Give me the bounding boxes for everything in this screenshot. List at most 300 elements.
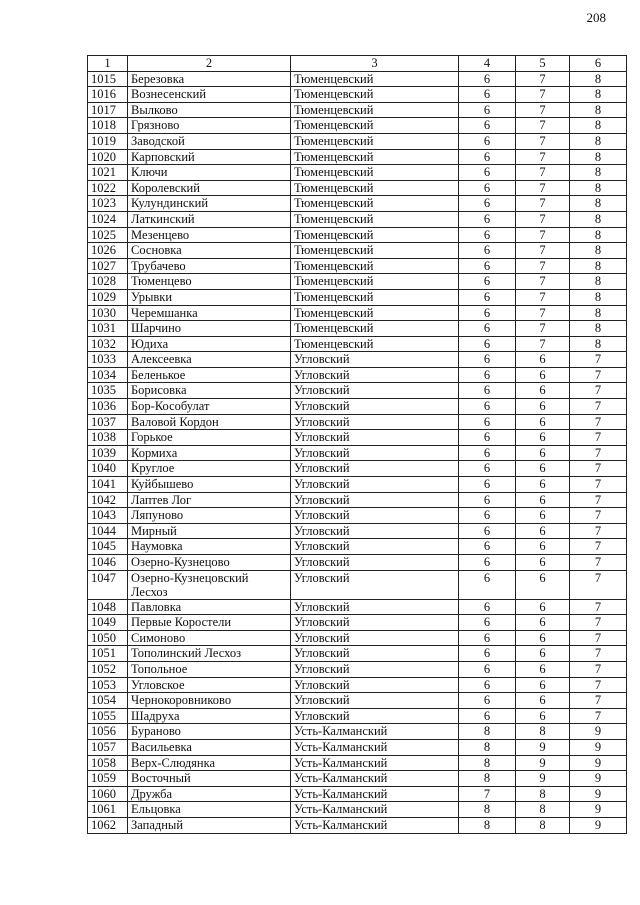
value-cell: 6 bbox=[459, 165, 516, 181]
value-cell: 6 bbox=[459, 289, 516, 305]
table-row bbox=[88, 661, 627, 677]
settlement-name-cell: Урывки bbox=[128, 289, 291, 305]
value-cell: 7 bbox=[570, 367, 627, 383]
value-cell: 9 bbox=[570, 802, 627, 818]
value-cell: 7 bbox=[570, 555, 627, 571]
settlement-name-cell: Верх-Слюдянка bbox=[128, 755, 291, 771]
row-id-cell: 1030 bbox=[88, 305, 128, 321]
value-cell: 9 bbox=[516, 755, 570, 771]
value-cell: 6 bbox=[459, 274, 516, 290]
row-id-cell: 1031 bbox=[88, 321, 128, 337]
settlement-name-cell: Тополинский Лесхоз bbox=[128, 646, 291, 662]
value-cell: 6 bbox=[459, 646, 516, 662]
table-row bbox=[88, 786, 627, 802]
value-cell: 6 bbox=[459, 321, 516, 337]
row-id-cell: 1044 bbox=[88, 523, 128, 539]
district-cell: Тюменцевский bbox=[291, 321, 459, 337]
district-cell: Усть-Калманский bbox=[291, 739, 459, 755]
row-id-cell: 1058 bbox=[88, 755, 128, 771]
column-number-cell: 5 bbox=[516, 56, 570, 72]
table-row bbox=[88, 227, 627, 243]
value-cell: 7 bbox=[570, 693, 627, 709]
value-cell: 8 bbox=[516, 817, 570, 833]
table-row bbox=[88, 646, 627, 662]
district-cell: Угловский bbox=[291, 708, 459, 724]
value-cell: 7 bbox=[570, 508, 627, 524]
value-cell: 6 bbox=[516, 599, 570, 615]
settlement-name-cell: Латкинский bbox=[128, 211, 291, 227]
district-cell: Угловский bbox=[291, 646, 459, 662]
value-cell: 8 bbox=[570, 211, 627, 227]
value-cell: 7 bbox=[516, 274, 570, 290]
value-cell: 6 bbox=[459, 71, 516, 87]
value-cell: 7 bbox=[516, 71, 570, 87]
district-cell: Угловский bbox=[291, 599, 459, 615]
value-cell: 7 bbox=[516, 133, 570, 149]
value-cell: 7 bbox=[570, 570, 627, 599]
row-id-cell: 1017 bbox=[88, 102, 128, 118]
district-cell: Угловский bbox=[291, 461, 459, 477]
row-id-cell: 1027 bbox=[88, 258, 128, 274]
value-cell: 7 bbox=[570, 414, 627, 430]
settlement-name-cell: Угловское bbox=[128, 677, 291, 693]
settlement-name-cell: Первые Коростели bbox=[128, 615, 291, 631]
value-cell: 6 bbox=[516, 477, 570, 493]
value-cell: 9 bbox=[570, 755, 627, 771]
district-cell: Угловский bbox=[291, 492, 459, 508]
district-cell: Усть-Калманский bbox=[291, 817, 459, 833]
settlement-name-cell: Восточный bbox=[128, 771, 291, 787]
value-cell: 6 bbox=[516, 555, 570, 571]
row-id-cell: 1026 bbox=[88, 243, 128, 259]
value-cell: 8 bbox=[459, 802, 516, 818]
settlement-name-cell: Королевский bbox=[128, 180, 291, 196]
settlement-name-cell: Западный bbox=[128, 817, 291, 833]
table-row bbox=[88, 755, 627, 771]
value-cell: 6 bbox=[459, 477, 516, 493]
value-cell: 6 bbox=[516, 461, 570, 477]
value-cell: 8 bbox=[570, 118, 627, 134]
value-cell: 7 bbox=[570, 477, 627, 493]
table-row bbox=[88, 630, 627, 646]
column-number-row bbox=[88, 56, 627, 72]
table-row bbox=[88, 461, 627, 477]
settlement-name-cell: Бураново bbox=[128, 724, 291, 740]
value-cell: 8 bbox=[570, 336, 627, 352]
district-cell: Угловский bbox=[291, 677, 459, 693]
value-cell: 8 bbox=[570, 102, 627, 118]
row-id-cell: 1052 bbox=[88, 661, 128, 677]
table-row bbox=[88, 399, 627, 415]
row-id-cell: 1048 bbox=[88, 599, 128, 615]
value-cell: 9 bbox=[570, 739, 627, 755]
value-cell: 7 bbox=[516, 149, 570, 165]
value-cell: 9 bbox=[570, 771, 627, 787]
settlement-name-cell: Павловка bbox=[128, 599, 291, 615]
settlement-name-cell: Кулундинский bbox=[128, 196, 291, 212]
settlement-name-cell: Бор-Кособулат bbox=[128, 399, 291, 415]
settlement-name-cell: Шарчино bbox=[128, 321, 291, 337]
district-cell: Угловский bbox=[291, 693, 459, 709]
value-cell: 6 bbox=[459, 523, 516, 539]
value-cell: 8 bbox=[516, 802, 570, 818]
district-cell: Угловский bbox=[291, 555, 459, 571]
value-cell: 7 bbox=[570, 615, 627, 631]
value-cell: 6 bbox=[516, 646, 570, 662]
value-cell: 7 bbox=[516, 165, 570, 181]
value-cell: 6 bbox=[516, 615, 570, 631]
district-cell: Тюменцевский bbox=[291, 165, 459, 181]
settlement-name-cell: Валовой Кордон bbox=[128, 414, 291, 430]
row-id-cell: 1042 bbox=[88, 492, 128, 508]
table-row bbox=[88, 802, 627, 818]
table-row bbox=[88, 739, 627, 755]
district-cell: Тюменцевский bbox=[291, 87, 459, 103]
table-row bbox=[88, 258, 627, 274]
value-cell: 6 bbox=[459, 211, 516, 227]
settlement-name-cell: Мезенцево bbox=[128, 227, 291, 243]
value-cell: 9 bbox=[516, 739, 570, 755]
district-cell: Усть-Калманский bbox=[291, 755, 459, 771]
value-cell: 8 bbox=[516, 786, 570, 802]
settlement-name-cell: Горькое bbox=[128, 430, 291, 446]
page-number: 208 bbox=[586, 10, 606, 25]
row-id-cell: 1041 bbox=[88, 477, 128, 493]
value-cell: 7 bbox=[570, 677, 627, 693]
value-cell: 8 bbox=[459, 771, 516, 787]
value-cell: 8 bbox=[570, 165, 627, 181]
table-row bbox=[88, 771, 627, 787]
value-cell: 7 bbox=[516, 87, 570, 103]
district-cell: Тюменцевский bbox=[291, 102, 459, 118]
table-row bbox=[88, 165, 627, 181]
table-row bbox=[88, 383, 627, 399]
table-body bbox=[88, 56, 627, 834]
table-row bbox=[88, 289, 627, 305]
row-id-cell: 1057 bbox=[88, 739, 128, 755]
settlement-name-cell: Мирный bbox=[128, 523, 291, 539]
district-cell: Тюменцевский bbox=[291, 149, 459, 165]
value-cell: 6 bbox=[459, 305, 516, 321]
value-cell: 6 bbox=[516, 445, 570, 461]
row-id-cell: 1050 bbox=[88, 630, 128, 646]
settlement-name-cell: Озерно-Кузнецово bbox=[128, 555, 291, 571]
settlement-name-cell: Топольное bbox=[128, 661, 291, 677]
settlement-name-cell: Озерно-Кузнецовский Лесхоз bbox=[128, 570, 291, 599]
district-cell: Тюменцевский bbox=[291, 180, 459, 196]
district-cell: Тюменцевский bbox=[291, 196, 459, 212]
table-row bbox=[88, 149, 627, 165]
value-cell: 6 bbox=[516, 539, 570, 555]
value-cell: 6 bbox=[516, 352, 570, 368]
table-row bbox=[88, 693, 627, 709]
table-row bbox=[88, 599, 627, 615]
value-cell: 6 bbox=[459, 677, 516, 693]
table-row bbox=[88, 180, 627, 196]
value-cell: 7 bbox=[570, 430, 627, 446]
value-cell: 7 bbox=[570, 646, 627, 662]
settlement-name-cell: Юдиха bbox=[128, 336, 291, 352]
district-cell: Тюменцевский bbox=[291, 336, 459, 352]
row-id-cell: 1039 bbox=[88, 445, 128, 461]
value-cell: 9 bbox=[570, 817, 627, 833]
district-cell: Усть-Калманский bbox=[291, 802, 459, 818]
value-cell: 7 bbox=[570, 523, 627, 539]
settlement-name-cell: Вылково bbox=[128, 102, 291, 118]
district-cell: Угловский bbox=[291, 508, 459, 524]
row-id-cell: 1046 bbox=[88, 555, 128, 571]
settlement-name-cell: Дружба bbox=[128, 786, 291, 802]
row-id-cell: 1038 bbox=[88, 430, 128, 446]
row-id-cell: 1037 bbox=[88, 414, 128, 430]
value-cell: 9 bbox=[570, 724, 627, 740]
table-row bbox=[88, 414, 627, 430]
table-row bbox=[88, 352, 627, 368]
column-number-cell: 6 bbox=[570, 56, 627, 72]
value-cell: 6 bbox=[459, 180, 516, 196]
value-cell: 6 bbox=[459, 430, 516, 446]
table-row bbox=[88, 87, 627, 103]
settlement-name-cell: Ляпуново bbox=[128, 508, 291, 524]
value-cell: 6 bbox=[459, 555, 516, 571]
value-cell: 6 bbox=[459, 708, 516, 724]
value-cell: 6 bbox=[459, 87, 516, 103]
value-cell: 6 bbox=[459, 352, 516, 368]
district-cell: Тюменцевский bbox=[291, 118, 459, 134]
row-id-cell: 1019 bbox=[88, 133, 128, 149]
value-cell: 7 bbox=[570, 445, 627, 461]
value-cell: 6 bbox=[459, 661, 516, 677]
row-id-cell: 1053 bbox=[88, 677, 128, 693]
value-cell: 8 bbox=[570, 133, 627, 149]
value-cell: 8 bbox=[570, 274, 627, 290]
value-cell: 6 bbox=[459, 102, 516, 118]
value-cell: 8 bbox=[570, 227, 627, 243]
column-number-cell: 3 bbox=[291, 56, 459, 72]
value-cell: 7 bbox=[516, 227, 570, 243]
value-cell: 6 bbox=[516, 430, 570, 446]
row-id-cell: 1015 bbox=[88, 71, 128, 87]
row-id-cell: 1040 bbox=[88, 461, 128, 477]
value-cell: 6 bbox=[516, 492, 570, 508]
district-cell: Тюменцевский bbox=[291, 227, 459, 243]
value-cell: 6 bbox=[459, 539, 516, 555]
value-cell: 8 bbox=[459, 817, 516, 833]
value-cell: 6 bbox=[516, 399, 570, 415]
value-cell: 6 bbox=[516, 570, 570, 599]
row-id-cell: 1022 bbox=[88, 180, 128, 196]
value-cell: 6 bbox=[459, 599, 516, 615]
value-cell: 7 bbox=[516, 102, 570, 118]
table-row bbox=[88, 615, 627, 631]
settlement-name-cell: Заводской bbox=[128, 133, 291, 149]
table-row bbox=[88, 243, 627, 259]
table-row bbox=[88, 708, 627, 724]
row-id-cell: 1059 bbox=[88, 771, 128, 787]
district-cell: Угловский bbox=[291, 352, 459, 368]
value-cell: 8 bbox=[459, 755, 516, 771]
value-cell: 8 bbox=[570, 305, 627, 321]
value-cell: 7 bbox=[516, 336, 570, 352]
table-row bbox=[88, 274, 627, 290]
table-row bbox=[88, 321, 627, 337]
value-cell: 7 bbox=[570, 630, 627, 646]
district-cell: Угловский bbox=[291, 539, 459, 555]
settlement-name-cell: Алексеевка bbox=[128, 352, 291, 368]
table-row bbox=[88, 677, 627, 693]
value-cell: 6 bbox=[516, 693, 570, 709]
table-row bbox=[88, 724, 627, 740]
value-cell: 6 bbox=[516, 630, 570, 646]
table-row bbox=[88, 196, 627, 212]
value-cell: 7 bbox=[516, 211, 570, 227]
value-cell: 6 bbox=[459, 445, 516, 461]
value-cell: 8 bbox=[516, 724, 570, 740]
value-cell: 6 bbox=[459, 196, 516, 212]
settlement-name-cell: Ельцовка bbox=[128, 802, 291, 818]
value-cell: 6 bbox=[516, 383, 570, 399]
value-cell: 6 bbox=[516, 661, 570, 677]
settlement-name-cell: Лаптев Лог bbox=[128, 492, 291, 508]
value-cell: 8 bbox=[570, 196, 627, 212]
district-cell: Усть-Калманский bbox=[291, 771, 459, 787]
value-cell: 8 bbox=[570, 243, 627, 259]
district-cell: Тюменцевский bbox=[291, 211, 459, 227]
table-row bbox=[88, 305, 627, 321]
value-cell: 7 bbox=[516, 118, 570, 134]
value-cell: 7 bbox=[459, 786, 516, 802]
district-cell: Тюменцевский bbox=[291, 305, 459, 321]
district-cell: Угловский bbox=[291, 523, 459, 539]
value-cell: 7 bbox=[570, 461, 627, 477]
value-cell: 6 bbox=[459, 414, 516, 430]
value-cell: 8 bbox=[570, 149, 627, 165]
settlement-name-cell: Васильевка bbox=[128, 739, 291, 755]
value-cell: 6 bbox=[516, 523, 570, 539]
district-cell: Угловский bbox=[291, 477, 459, 493]
settlements-table bbox=[87, 55, 627, 834]
value-cell: 6 bbox=[459, 336, 516, 352]
value-cell: 6 bbox=[459, 399, 516, 415]
row-id-cell: 1018 bbox=[88, 118, 128, 134]
table-row bbox=[88, 555, 627, 571]
value-cell: 7 bbox=[516, 321, 570, 337]
value-cell: 7 bbox=[516, 180, 570, 196]
table-row bbox=[88, 102, 627, 118]
row-id-cell: 1024 bbox=[88, 211, 128, 227]
table-row bbox=[88, 211, 627, 227]
row-id-cell: 1051 bbox=[88, 646, 128, 662]
value-cell: 6 bbox=[459, 133, 516, 149]
row-id-cell: 1020 bbox=[88, 149, 128, 165]
value-cell: 8 bbox=[570, 289, 627, 305]
value-cell: 6 bbox=[459, 630, 516, 646]
district-cell: Угловский bbox=[291, 661, 459, 677]
value-cell: 7 bbox=[570, 661, 627, 677]
value-cell: 7 bbox=[570, 708, 627, 724]
district-cell: Тюменцевский bbox=[291, 133, 459, 149]
settlement-name-cell: Ключи bbox=[128, 165, 291, 181]
value-cell: 6 bbox=[516, 677, 570, 693]
value-cell: 6 bbox=[459, 258, 516, 274]
settlement-name-cell: Сосновка bbox=[128, 243, 291, 259]
settlement-name-cell: Черемшанка bbox=[128, 305, 291, 321]
table-row bbox=[88, 118, 627, 134]
value-cell: 7 bbox=[516, 305, 570, 321]
value-cell: 8 bbox=[570, 180, 627, 196]
value-cell: 8 bbox=[570, 71, 627, 87]
row-id-cell: 1023 bbox=[88, 196, 128, 212]
value-cell: 7 bbox=[570, 492, 627, 508]
district-cell: Тюменцевский bbox=[291, 274, 459, 290]
column-number-cell: 2 bbox=[128, 56, 291, 72]
settlement-name-cell: Наумовка bbox=[128, 539, 291, 555]
table-row bbox=[88, 570, 627, 599]
row-id-cell: 1062 bbox=[88, 817, 128, 833]
table-row bbox=[88, 71, 627, 87]
column-number-cell: 1 bbox=[88, 56, 128, 72]
row-id-cell: 1025 bbox=[88, 227, 128, 243]
settlement-name-cell: Чернокоровниково bbox=[128, 693, 291, 709]
value-cell: 6 bbox=[516, 367, 570, 383]
value-cell: 7 bbox=[570, 383, 627, 399]
settlement-name-cell: Шадруха bbox=[128, 708, 291, 724]
district-cell: Угловский bbox=[291, 570, 459, 599]
value-cell: 8 bbox=[459, 739, 516, 755]
settlement-name-cell: Трубачево bbox=[128, 258, 291, 274]
settlement-name-cell: Беленькое bbox=[128, 367, 291, 383]
value-cell: 6 bbox=[459, 693, 516, 709]
value-cell: 7 bbox=[516, 289, 570, 305]
value-cell: 6 bbox=[459, 118, 516, 134]
value-cell: 8 bbox=[570, 87, 627, 103]
row-id-cell: 1045 bbox=[88, 539, 128, 555]
district-cell: Угловский bbox=[291, 367, 459, 383]
value-cell: 7 bbox=[516, 196, 570, 212]
value-cell: 6 bbox=[459, 570, 516, 599]
value-cell: 7 bbox=[570, 399, 627, 415]
settlement-name-cell: Карповский bbox=[128, 149, 291, 165]
table-row bbox=[88, 133, 627, 149]
table-row bbox=[88, 492, 627, 508]
row-id-cell: 1056 bbox=[88, 724, 128, 740]
settlement-name-cell: Березовка bbox=[128, 71, 291, 87]
row-id-cell: 1016 bbox=[88, 87, 128, 103]
value-cell: 6 bbox=[459, 615, 516, 631]
value-cell: 7 bbox=[516, 258, 570, 274]
value-cell: 8 bbox=[570, 258, 627, 274]
settlement-name-cell: Борисовка bbox=[128, 383, 291, 399]
value-cell: 9 bbox=[570, 786, 627, 802]
table-row bbox=[88, 430, 627, 446]
value-cell: 6 bbox=[516, 708, 570, 724]
value-cell: 6 bbox=[459, 227, 516, 243]
table-row bbox=[88, 445, 627, 461]
table-row bbox=[88, 817, 627, 833]
table-row bbox=[88, 367, 627, 383]
district-cell: Усть-Калманский bbox=[291, 724, 459, 740]
table-row bbox=[88, 336, 627, 352]
row-id-cell: 1060 bbox=[88, 786, 128, 802]
value-cell: 7 bbox=[570, 539, 627, 555]
value-cell: 6 bbox=[459, 149, 516, 165]
district-cell: Тюменцевский bbox=[291, 71, 459, 87]
district-cell: Усть-Калманский bbox=[291, 786, 459, 802]
value-cell: 9 bbox=[516, 771, 570, 787]
settlement-name-cell: Вознесенский bbox=[128, 87, 291, 103]
settlement-name-cell: Куйбышево bbox=[128, 477, 291, 493]
district-cell: Угловский bbox=[291, 430, 459, 446]
